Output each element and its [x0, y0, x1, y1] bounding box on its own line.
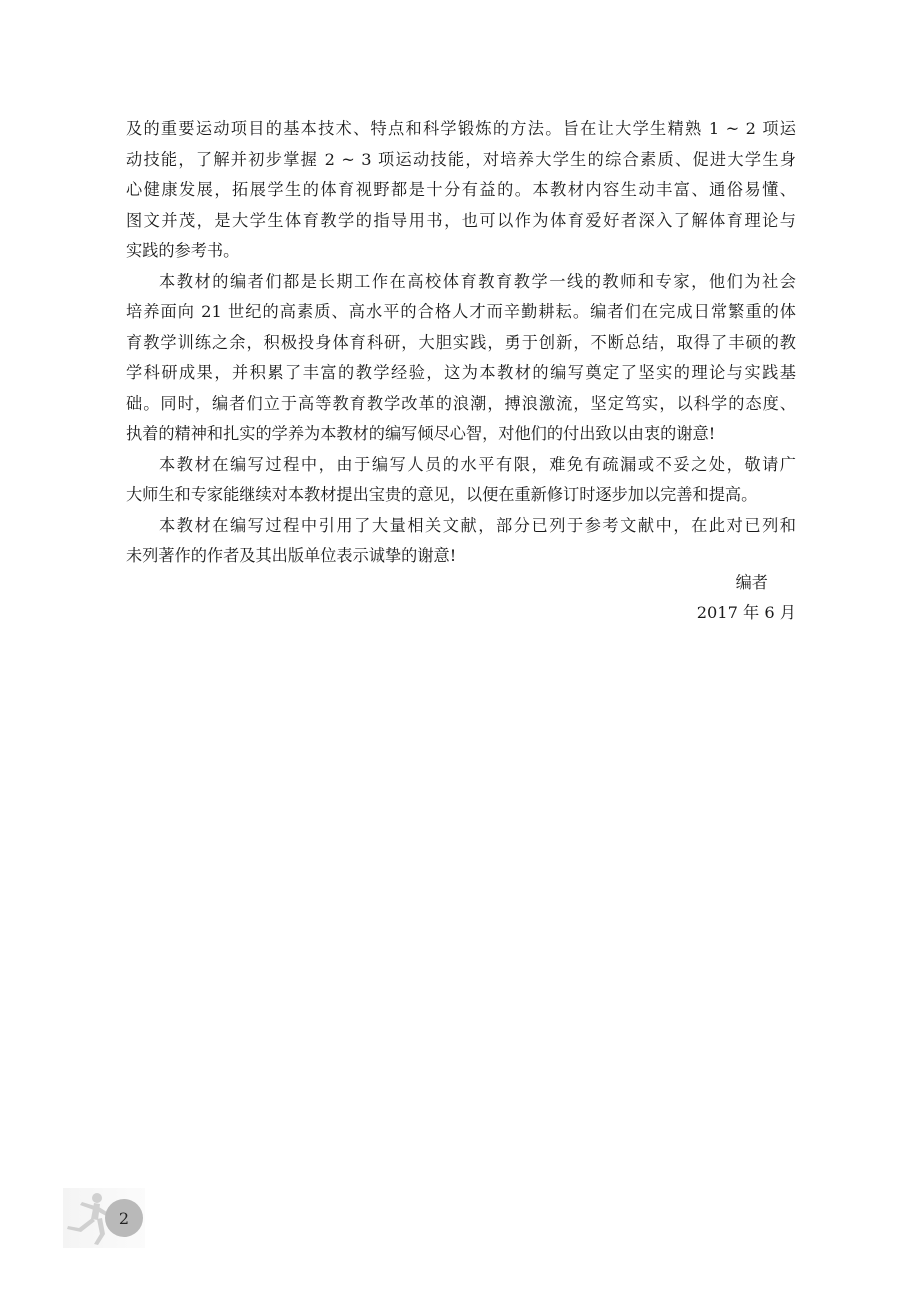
page-number — [105, 1199, 143, 1237]
paragraph-1 — [126, 114, 796, 267]
text-line: 培养面向 21 世纪的高素质、高水平的合格人才而辛勤耕耘。编者们在完成日常繁重的体 — [126, 302, 796, 321]
paragraph-4 — [126, 511, 796, 572]
text-line: 大师生和专家能继续对本教材提出宝贵的意见，以便在重新修订时逐步加以完善和提高。 — [126, 485, 758, 504]
text-line: 实践的参考书。 — [126, 241, 240, 260]
signature-date: 2017 年 6 月 — [696, 603, 796, 622]
text-line: 执着的精神和扎实的学养为本教材的编写倾尽心智，对他们的付出致以由衷的谢意! — [126, 424, 716, 443]
text-line: 及的重要运动项目的基本技术、特点和科学锻炼的方法。旨在让大学生精熟 1 ~ 2 项运 — [126, 119, 796, 138]
text-line: 未列著作的作者及其出版单位表示诚挚的谢意! — [126, 546, 457, 565]
page-body — [126, 114, 796, 572]
signature-author: 编者 — [735, 573, 768, 592]
paragraph-2 — [126, 267, 796, 450]
text-line: 本教材在编写过程中引用了大量相关文献，部分已列于参考文献中，在此对已列和 — [159, 515, 796, 535]
text-line: 图文并茂，是大学生体育教学的指导用书，也可以作为体育爱好者深入了解体育理论与 — [126, 210, 796, 230]
text-line: 学科研成果，并积累了丰富的教学经验，这为本教材的编写奠定了坚实的理论与实践基 — [126, 363, 796, 382]
text-line: 育教学训练之余，积极投身体育科研，大胆实践，勇于创新，不断总结，取得了丰硕的教 — [126, 332, 796, 352]
text-line: 心健康发展，拓展学生的体育视野都是十分有益的。本教材内容生动丰富、通俗易懂、 — [126, 180, 796, 199]
text-line: 础。同时，编者们立于高等教育教学改革的浪潮，搏浪激流，坚定笃实，以科学的态度、 — [126, 393, 796, 413]
text-line: 本教材的编者们都是长期工作在高校体育教育教学一线的教师和专家，他们为社会 — [159, 271, 796, 291]
text-line: 本教材在编写过程中，由于编写人员的水平有限，难免有疏漏或不妥之处，敬请广 — [159, 454, 796, 474]
text-line: 动技能，了解并初步掌握 2 ~ 3 项运动技能，对培养大学生的综合素质、促进大学生身 — [126, 149, 796, 169]
signature-block — [697, 568, 796, 628]
paragraph-3 — [126, 450, 796, 511]
page-number-label: 2 — [118, 1208, 130, 1228]
